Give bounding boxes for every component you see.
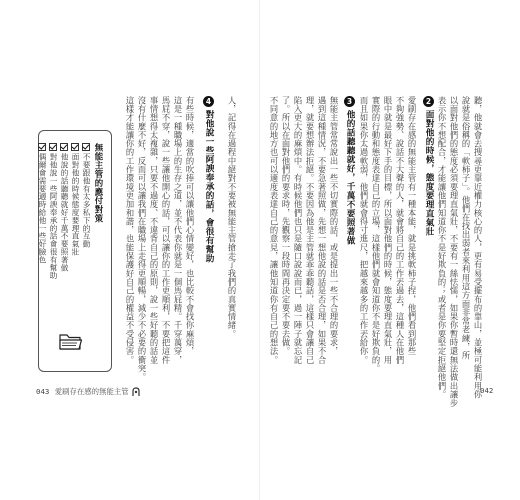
right-footer: [480, 386, 493, 395]
folder-icon: [58, 330, 84, 352]
section-3-line: 陷入更大的麻煩中。有時候他們也只是隨口說說而已，過一陣子就忘記: [293, 96, 303, 365]
page-number: 043: [36, 387, 50, 396]
section-3-line: 了。所以在面對他們的要求時，先觀察一段時間再決定要不要去做。: [281, 96, 291, 356]
section-4-body: [124, 96, 196, 386]
section-3-body: [268, 96, 340, 386]
running-title: 愛刷存在感的無能主管: [54, 387, 129, 396]
chapter-mark-icon: [131, 387, 141, 397]
section-2-line: 實際的行動和態度表達自己的立場，這樣他們就會知道你不是好欺負的。: [371, 96, 381, 373]
checkbox-icon: [82, 143, 90, 151]
checkbox-icon: [38, 143, 46, 151]
section-4-line: 這樣才能讓你的工作環境更加和諧，也能保護好自己的權益不受侵害。: [125, 96, 135, 365]
section-4-badge: 4: [203, 96, 214, 107]
section-2-line: 眼中就是最好下手的目標，所以面對他們的時候，態度要理直氣壯，用: [383, 96, 393, 365]
checkbox-icon: [49, 143, 57, 151]
section-3-line: 不同意的地方也可以適度表達自己的意見，讓他知道你有自己的想法。: [269, 96, 279, 365]
left-footer: [36, 386, 141, 397]
right-page: [260, 0, 520, 500]
section-4-line: 馬屁不穿，說一些讓他開心的話，可以讓你的工作更順利，不要把這件: [161, 96, 171, 365]
section-4-heading: 對他說一些阿諛奉承的話，會很有幫助: [204, 110, 214, 263]
section-3-line: 遇到這種情況，不要急著照做，先想一想他說的話是否合理，如果不合: [317, 96, 327, 365]
checkbox-icon: [71, 143, 79, 151]
section-2-badge: 2: [423, 96, 434, 107]
section-3-badge: 3: [344, 96, 355, 107]
section-2-line: 而且如果你太過軟弱，他們就會得寸進尺，把越來越多的工作丟給你。: [359, 96, 369, 365]
section-3-heading: 他的話聽聽就好，千萬不要照著做: [345, 110, 355, 245]
right-intro-line: 表示你不想配合，才能讓他們知道你不是好欺負的；或者是你要堅定拒絕他們。: [437, 96, 447, 399]
section-2-line: 愛刷存在感的無能主管有一種本能，就是挑軟柿子捏，他們看到那些: [407, 96, 417, 356]
section-4-line: 沒有什麼不好，反而可以讓我們在職場上走得更順暢，減少不必要的衝突。: [137, 96, 147, 382]
section-2-body: [358, 96, 418, 386]
right-intro-line: 以面對他們的態度必須要理直氣壯，不要有一絲怯懦，如果你暫時還無法做出讓步: [449, 96, 459, 408]
tip-item: 對他說一些阿諛奉承的話會很有幫助: [48, 143, 58, 279]
left-intro-line: 人，記得在過程中絕對不要被無能主管搶走了我們的真實情緒。: [227, 96, 237, 339]
checkbox-icon: [60, 143, 68, 151]
left-intro: [226, 96, 238, 386]
right-intro-line: 說就是俗稱的「軟柿子」。他們在找出弱者來利用這方面非常老練，所: [461, 96, 471, 360]
right-intro: [436, 96, 484, 408]
section-3-line: 理，就要想辦法拒絕。不要因為他是主管就乖乖聽話，這樣只會讓自己: [305, 96, 315, 365]
section-3-line: 無能主管常常說出一些不切實際的話，或是提出一些不合理的要求，: [329, 96, 339, 356]
tip-box-title: 無能主管的應付對策: [94, 143, 104, 224]
right-intro-line: 聽，他就會去搜尋更靠近權力核心的人，更有易受擺布的靠山，並極可能利用你: [473, 96, 483, 399]
section-4-line: 有些時候，適當的吹捧可以讓他們心情變好，也比較不會找你麻煩，: [185, 96, 195, 356]
tip-item: 他說的話聽聽就好千萬不要照著做: [59, 143, 69, 272]
tip-item: 不要跟他有太多私下的互動: [81, 143, 91, 248]
section-4-line: 事情想得太複雜，只要不過度、不違背自己的原則，說一些好聽的話並: [149, 96, 159, 365]
section-4-line: 這是一種職場上的生存之道，並不代表你就是一個馬屁精。千穿萬穿，: [173, 96, 183, 365]
page-number: 042: [480, 386, 494, 395]
tip-item: 面對他的時候態度要理直氣壯: [70, 143, 80, 256]
section-2-line: 不夠強勢、說話不大聲的人，就會將自己的工作丟過去，這種人在他們: [395, 96, 405, 365]
section-2-heading: 面對他的時候，態度要理直氣壯: [424, 110, 434, 236]
tip-item: 偶爾會需要適時給他一些好臉色: [37, 143, 47, 264]
